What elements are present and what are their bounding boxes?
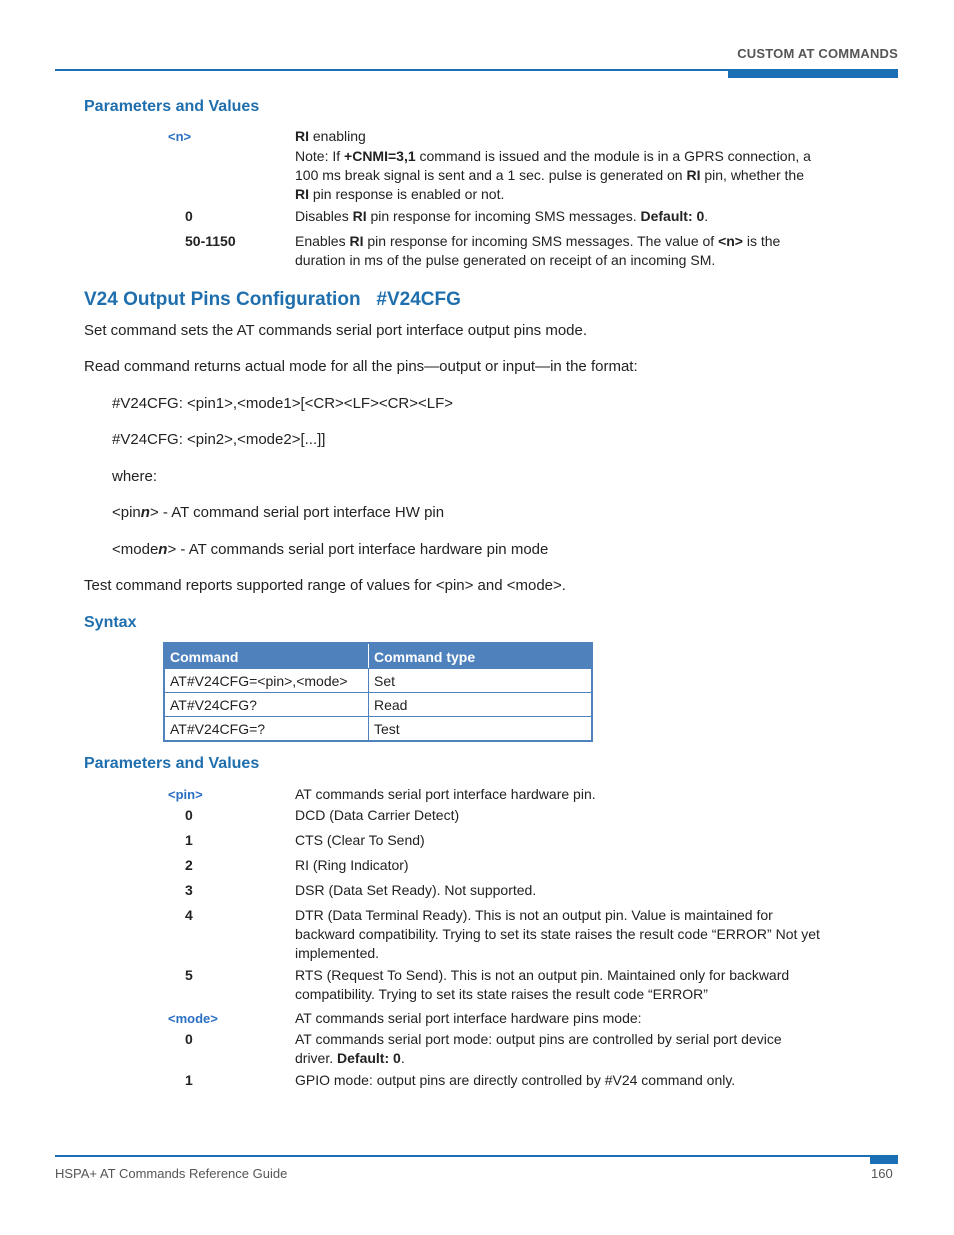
cnmi-term: +CNMI=3,1 xyxy=(344,148,416,164)
format-line-2: #V24CFG: <pin2>,<mode2>[...]] xyxy=(112,431,326,448)
column-header-command: Command xyxy=(164,643,369,669)
table-row xyxy=(164,717,592,742)
param-mode-desc: AT commands serial port interface hardware pins mode: xyxy=(295,1010,642,1026)
mode-value-0: 0 xyxy=(185,1031,193,1047)
text: Enables xyxy=(295,233,350,249)
footer-accent-bar xyxy=(870,1155,898,1164)
pin-value-desc: RTS (Request To Send). This is not an output pin. Maintained only for backward compatibility. Trying to set its state raises the result code “ERROR” xyxy=(295,967,790,1002)
pin-value: 0 xyxy=(185,807,193,823)
ri-term: RI xyxy=(349,233,364,249)
mode-value-1: 1 xyxy=(185,1072,193,1088)
pin-value-desc: DTR (Data Terminal Ready). This is not an output pin. Value is maintained for backward compatibility. Trying to set its state raises the result code “ERROR” Not yet implemented. xyxy=(295,907,820,961)
table-row xyxy=(164,693,592,717)
params-heading-2: Parameters and Values xyxy=(84,755,260,772)
where-label: where: xyxy=(112,468,158,485)
read-command-text: Read command returns actual mode for all the pins—output or input—in the format: xyxy=(84,358,638,375)
running-header: CUSTOM AT COMMANDS xyxy=(737,46,898,61)
param-n-name: <n> xyxy=(168,129,192,144)
default-label: Default: 0 xyxy=(640,208,705,224)
text: Note: If xyxy=(295,148,345,164)
mode-definition xyxy=(112,541,548,558)
column-header-type: Command type xyxy=(369,643,593,669)
text: enabling xyxy=(309,128,366,144)
ri-term: RI xyxy=(686,167,701,183)
param-value-range-desc xyxy=(295,232,820,270)
n-variable: n xyxy=(158,541,168,558)
type-cell: Set xyxy=(369,669,593,693)
pin-value: 2 xyxy=(185,857,193,873)
text: . xyxy=(400,1050,405,1066)
footer-rule xyxy=(55,1155,898,1157)
default-label: Default: 0 xyxy=(337,1050,401,1066)
ri-term: RI xyxy=(352,208,367,224)
header-accent-bar xyxy=(728,69,898,78)
text: > - AT command serial port interface HW pin xyxy=(149,504,445,521)
pin-value-desc: RI (Ring Indicator) xyxy=(295,857,409,873)
pin-value-desc: CTS (Clear To Send) xyxy=(295,832,425,848)
text: Disables xyxy=(295,208,353,224)
mode-value-0-desc xyxy=(295,1030,820,1068)
param-pin-desc: AT commands serial port interface hardware pin. xyxy=(295,786,596,802)
text: pin response is enabled or not. xyxy=(309,186,505,202)
pin-value: 1 xyxy=(185,832,193,848)
pin-value: 5 xyxy=(185,967,193,983)
footer-doc-title: HSPA+ AT Commands Reference Guide xyxy=(55,1166,288,1181)
pin-value-desc: DCD (Data Carrier Detect) xyxy=(295,807,460,823)
text: pin response for incoming SMS messages. The value of xyxy=(363,233,719,249)
param-value-0-desc xyxy=(295,207,820,226)
text: command is issued and the module is in a GPRS connection, a 100 ms break signal is sent and a 1 sec. pulse is generated on xyxy=(295,148,811,183)
type-cell: Read xyxy=(369,693,593,717)
n-term: <n> xyxy=(718,233,743,249)
text: . xyxy=(704,208,709,224)
command-cell: AT#V24CFG? xyxy=(164,693,369,717)
param-pin-name: <pin> xyxy=(168,787,203,802)
text: is the duration in ms of the pulse generated on receipt of an incoming SM. xyxy=(295,233,781,268)
command-cell: AT#V24CFG=? xyxy=(164,717,369,742)
params-heading-1: Parameters and Values xyxy=(84,98,260,115)
mode-value-1-desc: GPIO mode: output pins are directly controlled by #V24 command only. xyxy=(295,1072,736,1088)
text: <mode xyxy=(112,541,159,558)
type-cell: Test xyxy=(369,717,593,742)
ri-term: RI xyxy=(295,186,309,202)
pin-definition xyxy=(112,504,444,521)
n-variable: n xyxy=(140,504,150,521)
syntax-heading: Syntax xyxy=(84,614,137,631)
format-line-1: #V24CFG: <pin1>,<mode1>[<CR><LF><CR><LF> xyxy=(112,395,454,412)
section-title: V24 Output Pins Configuration #V24CFG xyxy=(84,289,461,310)
test-command-text: Test command reports supported range of values for <pin> and <mode>. xyxy=(84,577,566,594)
text: > - AT commands serial port interface hardware pin mode xyxy=(167,541,549,558)
table-row xyxy=(164,669,592,693)
syntax-table xyxy=(163,642,593,742)
set-command-text: Set command sets the AT commands serial port interface output pins mode. xyxy=(84,322,588,339)
pin-value: 4 xyxy=(185,907,193,923)
param-value-0: 0 xyxy=(185,208,193,224)
param-n-note xyxy=(295,147,820,204)
page-number: 160 xyxy=(871,1166,893,1181)
table-header-row xyxy=(164,643,592,669)
command-cell: AT#V24CFG=<pin>,<mode> xyxy=(164,669,369,693)
text: pin response for incoming SMS messages. xyxy=(366,208,641,224)
text: pin, whether the xyxy=(700,167,804,183)
pin-value-desc: DSR (Data Set Ready). Not supported. xyxy=(295,882,537,898)
param-n-desc xyxy=(295,127,820,146)
text: AT commands serial port mode: output pins are controlled by serial port device driver. xyxy=(295,1031,782,1066)
ri-term: RI xyxy=(295,128,309,144)
param-mode-name: <mode> xyxy=(168,1011,218,1026)
text: <pin xyxy=(112,504,141,521)
pin-value: 3 xyxy=(185,882,193,898)
param-value-range: 50-1150 xyxy=(185,233,236,249)
